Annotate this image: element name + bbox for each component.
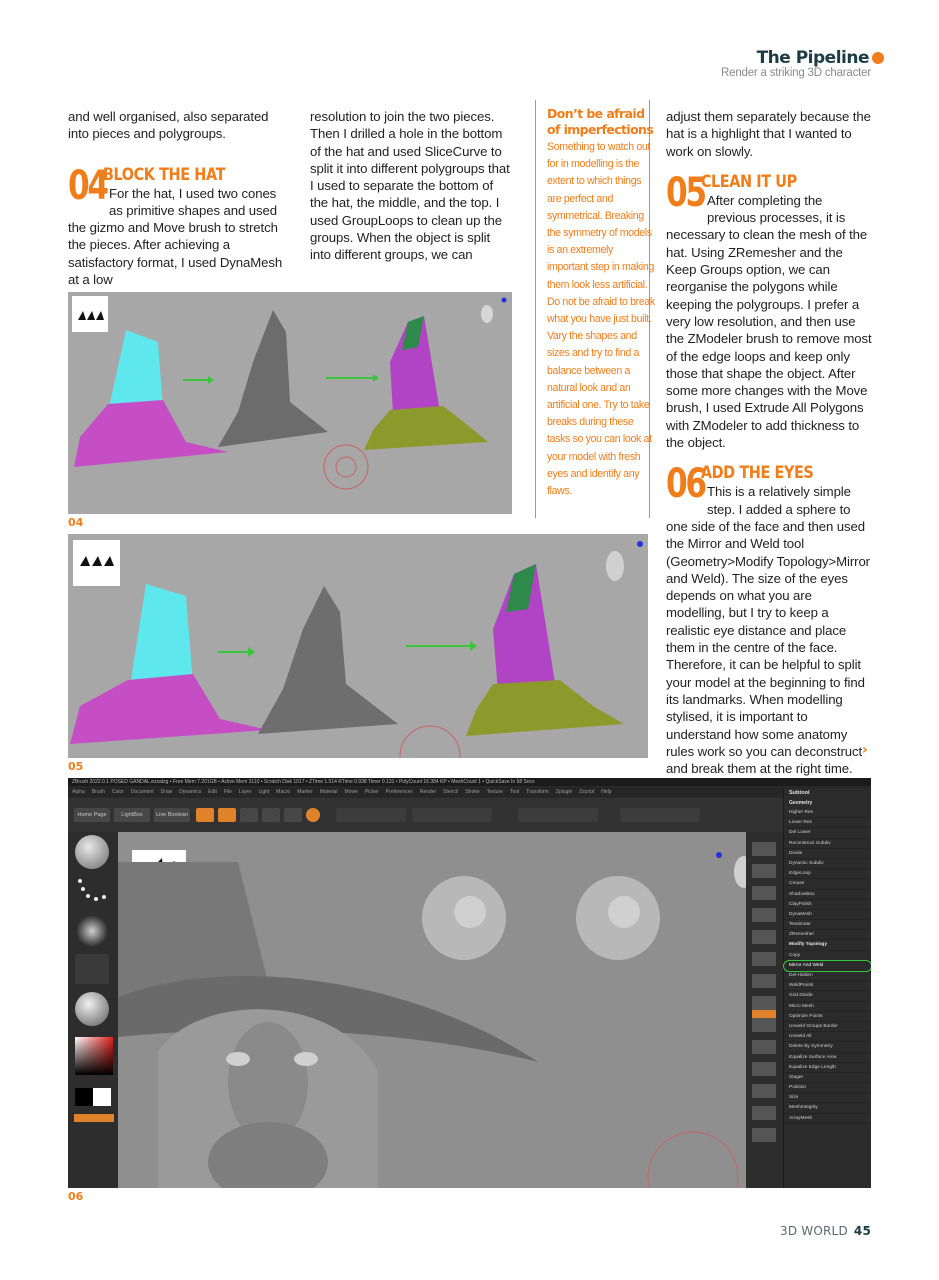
zbrush-menu-item[interactable]: Light — [258, 789, 270, 795]
figure-06-caption: 06 — [68, 1190, 84, 1203]
zbrush-menu-item[interactable]: Material — [319, 789, 338, 795]
panel-item[interactable]: Grid Divide — [784, 991, 871, 1001]
page-number: 45 — [853, 1224, 871, 1238]
header-orange-dot — [872, 52, 884, 64]
panel-item[interactable]: Del Lower — [784, 828, 871, 838]
zbrush-menu-item[interactable]: Render — [419, 789, 437, 795]
zbrush-menu-bar — [68, 787, 871, 797]
panel-item[interactable]: EdgeLoop — [784, 869, 871, 879]
tip-sidebar — [535, 100, 655, 518]
panel-item[interactable]: Unweld Groups Border — [784, 1022, 871, 1032]
panel-item[interactable]: MeshIntegrity — [784, 1103, 871, 1113]
edit-mode-icon[interactable] — [196, 808, 214, 822]
panel-item[interactable]: Unweld All — [784, 1032, 871, 1042]
step-06-number: 06 — [666, 461, 705, 508]
figure-04-render — [68, 292, 512, 514]
panel-item[interactable]: ClayPolish — [784, 900, 871, 910]
panel-item[interactable]: Stager — [784, 1073, 871, 1083]
panel-item[interactable]: Lower Res — [784, 818, 871, 828]
rgb-intensity-slider[interactable] — [336, 808, 406, 822]
panel-item[interactable]: Micro Mesh — [784, 1002, 871, 1012]
zbrush-menu-item[interactable]: File — [223, 789, 232, 795]
alternate-button[interactable] — [74, 1114, 114, 1122]
panel-title: Subtool — [789, 790, 810, 796]
panel-item[interactable]: Position — [784, 1083, 871, 1093]
zbrush-menu-item[interactable]: Zplugin — [555, 789, 573, 795]
zbrush-menu-item[interactable]: Dynamics — [179, 789, 202, 795]
lightbox-button[interactable]: LightBox — [114, 808, 150, 822]
texture-off-icon[interactable] — [75, 954, 109, 984]
color-picker[interactable] — [75, 1037, 113, 1075]
figure-04-image — [68, 292, 512, 514]
step-04-text: For the hat, I used two cones as primitive shapes and used the gizmo and Move brush to stretch the pieces. After achieving a satisfactory format, I used DynaMesh at a low — [68, 185, 283, 288]
step-04-number: 04 — [68, 162, 107, 209]
draw-size-slider[interactable] — [518, 808, 598, 822]
column-2 — [310, 108, 510, 264]
panel-item[interactable]: Modify Topology — [784, 940, 871, 950]
panel-item[interactable]: ShadowBox — [784, 890, 871, 900]
zbrush-menu-item[interactable]: Picker — [364, 789, 379, 795]
right-shelf-buttons[interactable] — [752, 842, 776, 1142]
step-04 — [68, 162, 283, 289]
subtool-geometry-panel — [783, 788, 871, 1188]
move-mode-icon[interactable] — [240, 808, 258, 822]
zbrush-menu-item[interactable]: Layer — [238, 789, 252, 795]
zbrush-menu-item[interactable]: Help — [601, 789, 612, 795]
figure-05-caption: 05 — [68, 760, 84, 773]
home-page-button[interactable]: Home Page — [74, 808, 110, 822]
page-footer — [780, 1224, 871, 1238]
panel-section-geometry: Geometry — [789, 800, 813, 806]
z-intensity-slider[interactable] — [412, 808, 492, 822]
figure-05-render — [68, 534, 648, 758]
panel-item[interactable]: Optimize Points — [784, 1012, 871, 1022]
panel-item[interactable]: Higher Res — [784, 808, 871, 818]
panel-item[interactable]: DynaMesh — [784, 910, 871, 920]
replay-last-button[interactable] — [620, 808, 700, 822]
panel-item[interactable]: Delete By Symmetry — [784, 1042, 871, 1052]
zbrush-menu-item[interactable]: Stencil — [443, 789, 459, 795]
step-05-number: 05 — [666, 169, 705, 216]
alpha-preview-icon[interactable] — [75, 916, 109, 946]
running-header-subtitle: Render a striking 3D character — [721, 67, 871, 79]
panel-item[interactable]: Equalize Surface Area — [784, 1053, 871, 1063]
figure-04-caption: 04 — [68, 516, 84, 529]
panel-item[interactable]: ArrayMesh — [784, 1114, 871, 1124]
zbrush-menu-item[interactable]: Preferences — [385, 789, 413, 795]
zbrush-viewport[interactable] — [118, 832, 746, 1188]
panel-item[interactable]: Mirror And Weld — [784, 961, 871, 971]
panel-item[interactable]: Divide — [784, 849, 871, 859]
col1-intro: and well organised, also separated into pieces and polygroups. — [68, 109, 269, 142]
col4-intro: adjust them separately because the hat is a highlight that I wanted to work on slowly. — [666, 109, 871, 159]
draw-mode-icon[interactable] — [218, 808, 236, 822]
scale-mode-icon[interactable] — [262, 808, 280, 822]
magazine-name: 3D WORLD — [780, 1224, 848, 1238]
panel-item[interactable]: Reconstruct Subdiv — [784, 839, 871, 849]
col2-text: resolution to join the two pieces. Then I drilled a hole in the bottom of the hat and used SliceCurve to split it into different polygroups that I used to separate the bottom of the hat, the middle, and the top. I used GroupLoops to clean up the groups. When the object is split into different groups, we can — [310, 109, 510, 263]
panel-item[interactable]: Del Hidden — [784, 971, 871, 981]
zbrush-menu-item[interactable]: Color — [111, 789, 124, 795]
zbrush-menu-item[interactable]: Alpha — [72, 789, 85, 795]
figure-05-image — [68, 534, 648, 758]
brush-preview-icon[interactable] — [75, 835, 109, 869]
zbrush-menu-item[interactable]: Edit — [208, 789, 217, 795]
step-06-title: ADD THE EYES — [700, 463, 814, 484]
panel-item[interactable]: Copy — [784, 951, 871, 961]
step-05 — [666, 169, 874, 451]
stroke-dots-icon[interactable] — [75, 876, 109, 906]
column-1 — [68, 108, 283, 288]
step-04-title: BLOCK THE HAT — [102, 164, 226, 185]
zbrush-menu-item[interactable]: Macro — [276, 789, 291, 795]
running-header-title: The Pipeline — [756, 48, 869, 68]
step-05-text: After completing the previous processes, it is necessary to clean the mesh of the hat. Using ZRemesher and the Keep Groups option, we can reorganise the polygons while keeping the polygroups. I prefer a very low resolution, and then use the ZModeler brush to remove most of the edge loops and keep only those that shape the object. After some more changes with the Move brush, I used Extrude All Polygons with ZModeler to add thickness to the object. — [666, 192, 872, 451]
xyz-toggle[interactable] — [752, 1010, 776, 1018]
live-boolean-button[interactable]: Live Boolean — [154, 808, 190, 822]
panel-item[interactable]: Tessimate — [784, 920, 871, 930]
rotate-mode-icon[interactable] — [284, 808, 302, 822]
continue-arrow-icon: › — [862, 742, 868, 758]
panel-item[interactable]: ZRemesher — [784, 930, 871, 940]
zbrush-menu-item[interactable]: Tool — [510, 789, 520, 795]
zbrush-menu-item[interactable]: Brush — [91, 789, 105, 795]
step-06 — [666, 463, 874, 777]
zbrush-toolbar — [68, 798, 871, 832]
zbrush-menu-item[interactable]: Transform — [526, 789, 549, 795]
step-05-title: CLEAN IT UP — [700, 171, 797, 192]
zbrush-menu-item[interactable]: Texture — [486, 789, 504, 795]
gizmo-icon[interactable] — [306, 808, 320, 822]
secondary-color-swatch[interactable] — [93, 1088, 111, 1106]
primary-color-swatch[interactable] — [75, 1088, 93, 1106]
panel-item[interactable]: Equalize Edge Length — [784, 1063, 871, 1073]
zbrush-right-shelf — [746, 832, 783, 1188]
panel-item-list — [784, 808, 871, 1124]
step-06-text: This is a relatively simple step. I added a sphere to one side of the face and then used the Mirror and Weld tool (Geometry>Modify Topology>Mirror and Weld). The size of the eyes depends on what you are modelling, but I try to keep a realistic eye distance and place them in the centre of the face. Therefore, it can be helpful to split your model at the beginning to find its landmarks. When modelling stylised, it is important to understand how some anatomy rules work so you can deconstruct and break them at the right time. — [666, 484, 870, 777]
panel-item[interactable]: Dynamic Subdiv — [784, 859, 871, 869]
panel-item[interactable]: Crease — [784, 879, 871, 889]
zbrush-left-shelf — [68, 832, 118, 1188]
sidebar-text: Something to watch out for in modelling is the extent to which things are perfect and symmetrical. Breaking the symmetry of models is an extremely important step in making them look less artificial. Do not be afraid to break what you have just built. Vary the shapes and sizes and try to find a balance between a natural look and an artificial one. Try to take breaks during these tasks so you can look at your model with fresh eyes and identify any flaws. — [547, 141, 655, 498]
figure-06-zbrush-screenshot — [68, 778, 871, 1188]
zbrush-menu-item[interactable]: Draw — [160, 789, 173, 795]
panel-item[interactable]: WeldPoints — [784, 981, 871, 991]
sidebar-title: Don’t be afraid of imperfections — [547, 106, 654, 137]
material-preview-icon[interactable] — [75, 992, 109, 1026]
zbrush-menu-item[interactable]: Document — [130, 789, 154, 795]
zbrush-menu-item[interactable]: Marker — [297, 789, 313, 795]
zbrush-menu-item[interactable]: Zscript — [579, 789, 595, 795]
panel-item[interactable]: Size — [784, 1093, 871, 1103]
zbrush-menu-item[interactable]: Stroke — [465, 789, 480, 795]
wizard-sculpt-render — [118, 832, 746, 1188]
zbrush-title-bar: ZBrush 2022.0.1 POSED GANDAL.ezsatzg • Free Mem 7.201GB • Active Mem 3110 • Scratch Disk 1017 • ZTime 1.514 RTime 0.938 Timer 0.131 • PolyCount 16.384 KP • MeshCount 1 • QuickSave In 58 Secs — [68, 778, 871, 786]
column-4 — [666, 108, 874, 777]
zbrush-menu-item[interactable]: Movie — [344, 789, 358, 795]
